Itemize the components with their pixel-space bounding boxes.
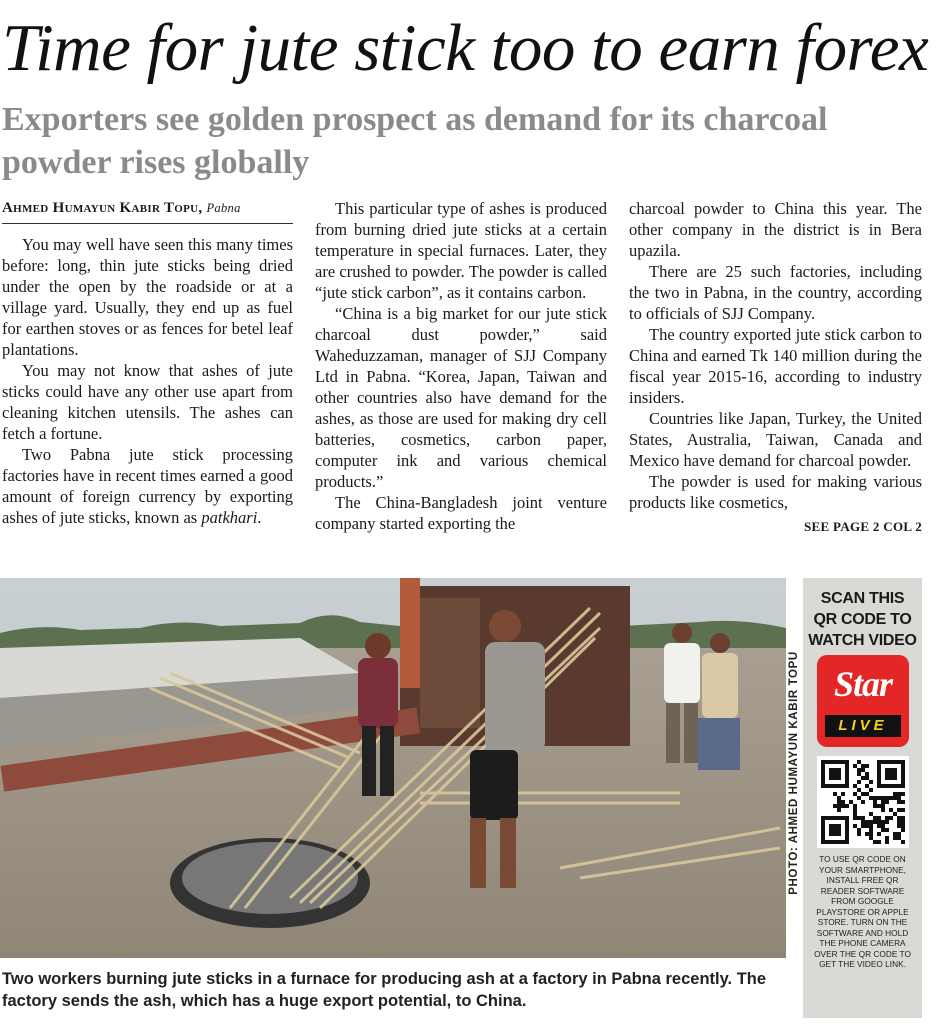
article-column-2 [315,198,607,534]
article-column-1 [2,198,293,528]
paragraph: You may not know that ashes of jute sticks could have any other use apart from cleaning kitchen utensils. The ashes can fetch a fortune. [2,361,293,443]
continuation-jump: SEE PAGE 2 COL 2 [804,519,922,534]
paragraph: Countries like Japan, Turkey, the United States, Australia, Taiwan, Canada and Mexico have demand for charcoal powder. [629,409,922,470]
qr-instructions: TO USE QR CODE ON YOUR SMARTPHONE, INSTALL FREE QR READER SOFTWARE FROM GOOGLE PLAYSTORE OR APPLE STORE. TURN ON THE SOFTWARE AND HOLD THE PHONE CAMERA OVER THE QR CODE TO GET THE VIDEO LINK. [814,854,911,969]
paragraph-text: Two Pabna jute stick processing factories have in recent times earned a good amount of foreign currency by exporting ashes of jute sticks, known as [2,445,293,527]
paragraph: This particular type of ashes is produced from burning dried jute sticks at a certain temperature in special furnaces. Later, they are crushed to powder. The powder is called “jute stick carbon”, as it contains carbon. [315,199,607,302]
qr-title-line: QR CODE TO [813,611,912,628]
paragraph: The country exported jute stick carbon to China and earned Tk 140 million during the fiscal year 2015-16, according to industry insiders. [629,325,922,407]
qr-title-line: SCAN THIS [820,590,905,607]
paragraph: You may well have seen this many times before: long, thin jute sticks being dried under the open by the roadside or at a village yard. Usually, they end up as fuel for earthen stoves or as fences for betel leaf plantations. [2,235,293,359]
qr-title [803,588,922,651]
article-column-3 [629,198,922,537]
byline: Ahmed Humayun Kabir Topu, Pabna [2,198,293,224]
headline: Time for jute stick too to earn forex [2,11,929,85]
qr-title-line: WATCH VIDEO [808,632,917,649]
logo-badge: LIVE [825,715,901,737]
paragraph: The China-Bangladesh joint venture company started exporting the [315,493,607,533]
star-live-logo [817,655,909,747]
byline-location: Pabna [206,201,241,215]
paragraph: The powder is used for making various products like cosmetics, [629,472,922,512]
paragraph [2,444,293,528]
logo-text: Star [833,664,893,704]
italic-term: patkhari [201,508,258,527]
paragraph: charcoal powder to China this year. The other company in the district is in Bera upazila. [629,199,922,260]
subheadline: Exporters see golden prospect as demand for its charcoal powder rises globally [2,101,828,181]
photo-illustration [0,578,786,958]
photo-credit [784,584,804,962]
qr-code-pattern [817,756,909,848]
byline-author: Ahmed Humayun Kabir Topu [2,200,199,216]
qr-panel [803,578,922,1018]
qr-code[interactable] [817,756,909,848]
news-photo [0,578,786,958]
photo-credit-text: PHOTO: AHMED HUMAYUN KABIR TOPU [788,651,800,895]
paragraph: “China is a big market for our jute stick charcoal dust powder,” said Waheduzzaman, manager of SJJ Company Ltd in Pabna. “Korea, Japan, Taiwan and other countries also have demand for the ashes, as those are used for making dry cell batteries, cosmetics, carbon paper, computer ink and various chemical products.” [315,304,607,491]
paragraph-end: . [257,508,262,527]
paragraph: There are 25 such factories, including the two in Pabna, in the country, according to officials of SJJ Company. [629,262,922,323]
photo-caption: Two workers burning jute sticks in a furnace for producing ash at a factory in Pabna recently. The factory sends the ash, which has a huge export potential, to China. [2,970,767,1010]
